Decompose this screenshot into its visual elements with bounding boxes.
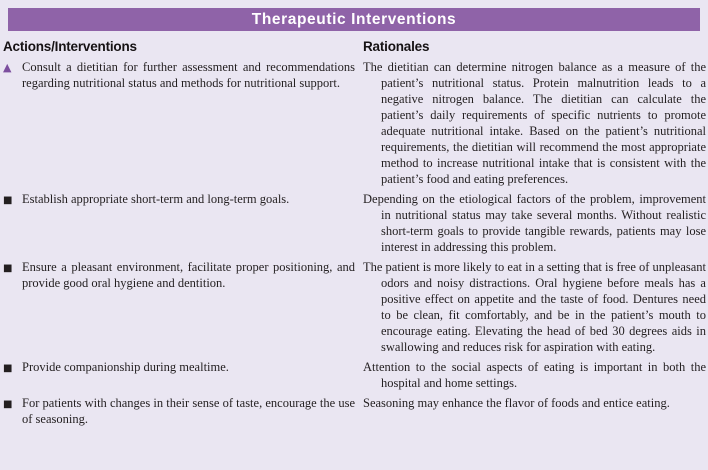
square-bullet-icon: ■ [3,399,13,410]
rationale-text: The dietitian can determine nitrogen balance as a measure of the patient’s nutritional status. Protein malnutrition leads to a negative nitrogen balance. The dietitian can calculate the patient’s daily requirements of specific nutrients to promote adequate nutritional intake. Based on the patient’s nutritional requirements, the dietitian will recommend the most appropriate method to increase nutritional intake that is consistent with the patient’s food and eating preferences. [363,60,706,186]
action-item [3,59,355,187]
page-title: Therapeutic Interventions [251,10,457,28]
rationales-column-header: Rationales [363,39,430,54]
triangle-bullet-icon: ▲ [3,61,12,74]
rationale-text: The patient is more likely to eat in a setting that is free of unpleasant odors and noisy distractions. Oral hygiene before meals has a positive effect on appetite and the taste of food. Dentures need to be clean, fit comfortably, and be in the patient’s mouth to encourage eating. Elevating the head of bed 30 degrees aids in swallowing and reduces risk for aspiration with eating. [363,260,706,354]
action-item [3,259,355,355]
action-text: Consult a dietitian for further assessment and recommendations regarding nutritional status and methods for nutritional support. [22,60,355,90]
actions-column-header: Actions/Interventions [3,39,137,54]
column-header-row [0,31,708,58]
rationale-text: Attention to the social aspects of eating is important in both the hospital and home settings. [363,360,706,390]
square-bullet-icon: ■ [3,195,13,206]
table-title-bar [8,8,700,31]
action-text: Establish appropriate short-term and long-term goals. [22,192,290,206]
action-text: Ensure a pleasant environment, facilitate proper positioning, and provide good oral hygiene and dentition. [22,260,355,290]
square-bullet-icon: ■ [3,263,13,274]
action-item [3,191,355,255]
rationale-text: Depending on the etiological factors of the problem, improvement in nutritional status may take several months. Without realistic short-term goals to provide tangible rewards, patients may lose interest in addressing this problem. [363,192,706,254]
square-bullet-icon: ■ [3,363,13,374]
action-text: Provide companionship during mealtime. [22,360,229,374]
rationale-text: Seasoning may enhance the flavor of foods and entice eating. [363,396,670,410]
action-item [3,359,355,391]
interventions-table [0,58,708,427]
action-text: For patients with changes in their sense of taste, encourage the use of seasoning. [22,396,355,426]
action-item [3,395,355,427]
